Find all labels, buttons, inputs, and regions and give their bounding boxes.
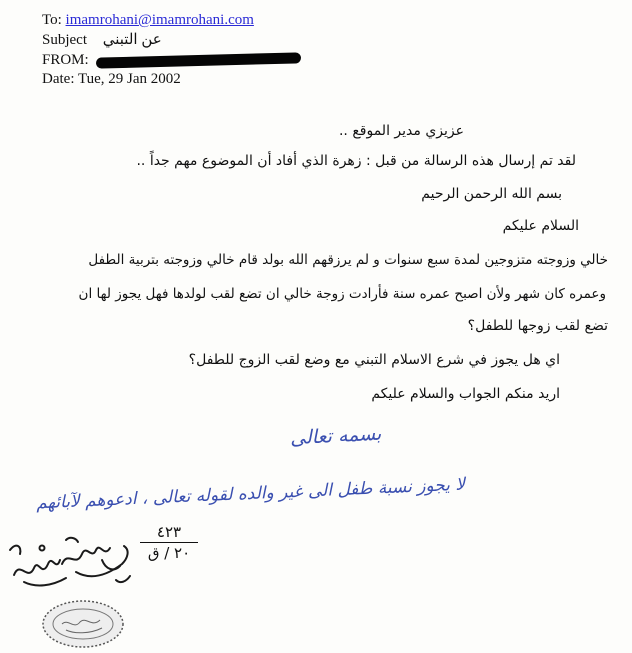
from-label: FROM:: [42, 52, 89, 68]
from-line: [42, 51, 301, 70]
reference-number-bottom: ٢٠ / ق: [147, 544, 191, 562]
paragraph-line-1: خالي وزوجته متزوجين لمدة سبع سنوات و لم يرزقهم الله بولد قام خالي وزوجته بتربية الطفل: [88, 252, 608, 268]
to-label: To:: [42, 12, 62, 28]
reference-divider: [140, 542, 198, 543]
date-label: Date:: [42, 71, 75, 87]
reference-number: [140, 524, 198, 562]
salam-line: السلام عليكم: [502, 218, 579, 234]
intro-line: لقد تم إرسال هذه الرسالة من قبل : زهرة الذي أفاد أن الموضوع مهم جداً ..: [136, 153, 576, 169]
date-value: Tue, 29 Jan 2002: [77, 71, 181, 87]
basmala-line: بسم الله الرحمن الرحيم: [421, 186, 562, 202]
subject-value: عن التبني: [102, 32, 162, 48]
to-email-link[interactable]: imamrohani@imamrohani.com: [65, 12, 254, 28]
paragraph-line-2: وعمره كان شهر ولأن اصبح عمره سنة فأرادت زوجة خالي ان تضع لقب لولدها فهل يجوز لها ان: [78, 286, 606, 302]
reference-number-top: ٤٢٣: [156, 523, 182, 541]
reply-answer: لا يجوز نسبة طفل الى غير والده لقوله تعالى ، ادعوهم لآبائهم: [35, 474, 466, 514]
question-line: اي هل يجوز في شرع الاسلام التبني مع وضع لقب الزوج للطفل؟: [188, 352, 560, 368]
date-line: [42, 70, 181, 89]
reply-heading: بسمه تعالى: [289, 422, 382, 450]
subject-label: Subject: [42, 32, 87, 48]
redaction-bar: [96, 52, 301, 68]
handwritten-signature: [6, 520, 136, 595]
to-line: [42, 11, 254, 30]
round-stamp: [40, 598, 126, 650]
subject-line: [42, 31, 162, 50]
closing-line: اريد منكم الجواب والسلام عليكم: [371, 386, 560, 402]
greeting: عزيزي مدير الموقع ..: [338, 123, 464, 139]
paragraph-line-3: تضع لقب زوجها للطفل؟: [467, 318, 608, 334]
